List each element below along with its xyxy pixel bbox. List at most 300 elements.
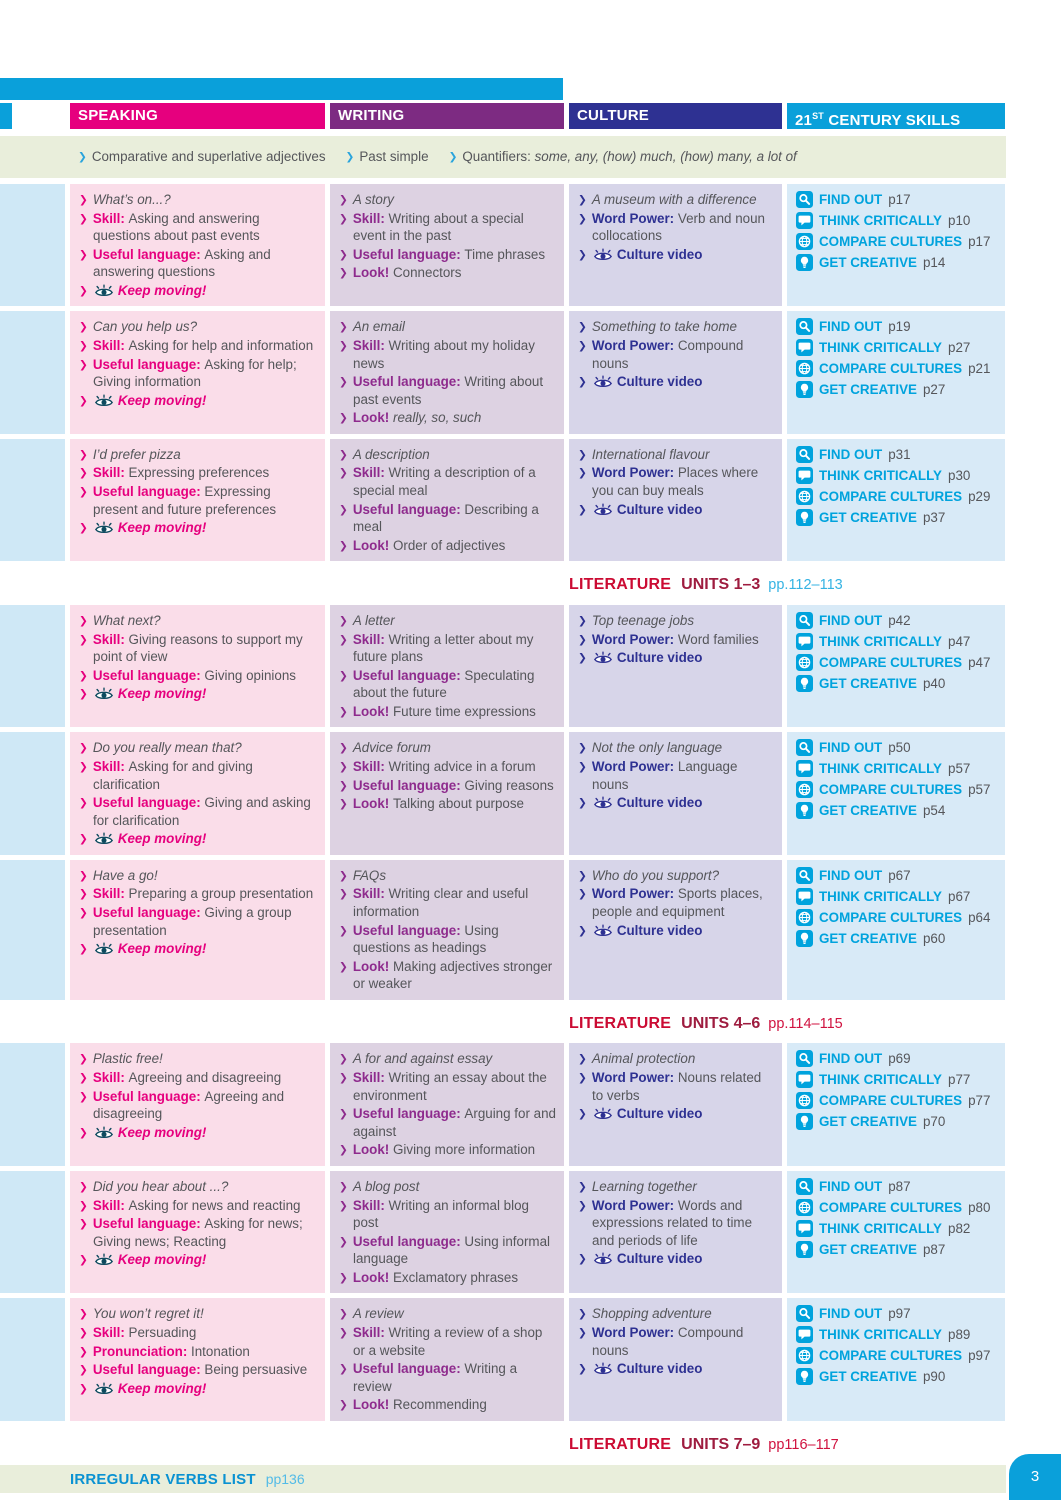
chevron-icon: ❯ <box>339 1235 348 1248</box>
chevron-icon: ❯ <box>339 633 348 646</box>
chevron-icon: ❯ <box>79 1382 88 1395</box>
chevron-icon: ❯ <box>79 486 88 499</box>
chevron-icon: ❯ <box>339 798 348 811</box>
skill-label: FIND OUT <box>819 192 883 207</box>
speech-bubble-icon <box>796 467 813 484</box>
entry-label: Useful language: <box>352 1233 465 1249</box>
skill-page-ref: p17 <box>968 233 991 249</box>
skill-entry <box>796 612 998 629</box>
entry-label: Skill: <box>92 1324 129 1340</box>
magnifier-icon <box>796 739 813 756</box>
skill-page-ref: p54 <box>922 803 946 819</box>
skill-page-ref: p77 <box>968 1093 991 1109</box>
skill-page-ref: p40 <box>922 675 946 691</box>
entry-text: Expressing preferences <box>128 465 270 481</box>
culture-title: A museum with a difference <box>591 192 757 207</box>
chevron-icon: ❯ <box>339 539 348 552</box>
chevron-icon: ❯ <box>578 467 587 480</box>
skill-label: COMPARE CULTURES <box>819 654 963 670</box>
writing-cell <box>330 605 564 727</box>
writing-cell <box>330 1171 564 1293</box>
writing-cell <box>330 311 564 433</box>
entry-label: Look! <box>352 703 393 719</box>
entry-label: Useful language: <box>352 374 465 390</box>
writing-title: FAQs <box>352 867 387 883</box>
skill-entry <box>796 1199 998 1216</box>
entry-label: Word Power: <box>591 210 678 226</box>
skill-page-ref: p57 <box>968 782 991 798</box>
culture-cell <box>569 439 782 561</box>
entry-line <box>339 1069 557 1104</box>
skill-label: FIND OUT <box>819 1178 883 1194</box>
entry-line <box>578 758 775 793</box>
magnifier-icon <box>796 612 813 629</box>
entry-line <box>79 1343 318 1361</box>
skill-entry <box>796 1050 998 1067</box>
entry-text: Asking for news; Giving news; Reacting <box>93 1216 303 1249</box>
chevron-icon: ❯ <box>578 1252 587 1265</box>
speech-bubble-icon <box>796 1220 813 1237</box>
skill-entry <box>796 318 998 335</box>
skill-page-ref: p21 <box>968 361 991 377</box>
chevron-icon: ❯ <box>339 340 348 353</box>
irregular-verbs-band <box>0 1465 1006 1493</box>
skill-entry <box>796 781 998 798</box>
unit-row <box>0 439 1006 561</box>
chevron-icon: ❯ <box>578 1308 587 1321</box>
entry-line <box>79 1050 318 1068</box>
culture-title: International flavour <box>591 446 710 462</box>
entry-line <box>339 958 557 993</box>
entry-line <box>339 264 557 282</box>
chevron-icon: ❯ <box>578 1053 587 1066</box>
skill-entry <box>796 739 998 756</box>
eye-icon <box>93 393 118 408</box>
entry-line <box>578 501 775 519</box>
entry-text: Giving more information <box>392 1142 536 1158</box>
entry-label: Look! <box>352 958 393 974</box>
entry-label: Useful language: <box>92 795 205 811</box>
chevron-icon: ❯ <box>339 669 348 682</box>
skills-cell <box>787 439 1005 561</box>
entry-line <box>79 318 318 336</box>
entry-line <box>79 1069 318 1087</box>
chevron-icon: ❯ <box>339 779 348 792</box>
chevron-icon: ❯ <box>79 340 88 353</box>
lightbulb-icon <box>796 802 813 819</box>
entry-label: Useful language: <box>352 246 465 262</box>
chevron-icon: ❯ <box>578 924 587 937</box>
skills-cell <box>787 311 1005 433</box>
globe-icon <box>796 654 813 671</box>
skill-entry <box>796 1347 998 1364</box>
keep-moving-label: Keep moving! <box>117 1252 207 1268</box>
literature-pages: pp116–117 <box>768 1436 839 1453</box>
skills-cell <box>787 860 1005 1000</box>
skill-entry <box>796 339 998 356</box>
writing-title: Advice forum <box>352 740 431 756</box>
chevron-icon: ❯ <box>339 1072 348 1085</box>
entry-line <box>339 373 557 408</box>
chevron-icon: ❯ <box>79 248 88 261</box>
literature-units: UNITS 1–3 <box>681 576 761 594</box>
chevron-icon: ❯ <box>79 888 88 901</box>
entry-line <box>79 483 318 518</box>
culture-video-label: Culture video <box>616 650 703 666</box>
skill-entry <box>796 233 998 250</box>
entry-line <box>339 1141 557 1159</box>
entry-line <box>79 282 318 300</box>
culture-video-label: Culture video <box>616 1106 703 1122</box>
entry-line <box>79 1215 318 1250</box>
keep-moving-label: Keep moving! <box>117 1124 207 1140</box>
chevron-icon: ❯ <box>339 1362 348 1375</box>
skill-label: THINK CRITICALLY <box>819 888 942 904</box>
culture-title: Not the only language <box>591 740 723 756</box>
speech-bubble-icon <box>796 212 813 229</box>
chevron-icon: ❯ <box>339 1144 348 1157</box>
eye-icon <box>93 520 118 535</box>
eye-icon <box>93 1381 118 1396</box>
entry-text: Giving opinions <box>204 667 296 683</box>
grammar-summary-band <box>0 136 1006 178</box>
lightbulb-icon <box>796 381 813 398</box>
chevron-icon: ❯ <box>339 1326 348 1339</box>
chevron-icon: ❯ <box>79 1218 88 1231</box>
chevron-icon: ❯ <box>578 503 587 516</box>
skill-entry <box>796 1113 998 1130</box>
keep-moving-label: Keep moving! <box>117 941 207 957</box>
lightbulb-icon <box>796 254 813 271</box>
skill-label: THINK CRITICALLY <box>819 340 942 356</box>
skill-label: GET CREATIVE <box>819 382 917 398</box>
chevron-icon: ❯ <box>79 1090 88 1103</box>
lightbulb-icon <box>796 509 813 526</box>
literature-title: LITERATURE <box>569 1435 672 1453</box>
chevron-icon: ❯ <box>578 194 587 206</box>
unit-left-strip <box>0 860 65 1000</box>
skill-entry <box>796 254 998 271</box>
entry-label: Skill: <box>92 338 129 354</box>
entry-line <box>578 1250 775 1268</box>
entry-label: Look! <box>352 410 393 426</box>
skill-page-ref: p47 <box>948 633 971 649</box>
unit-left-strip <box>0 184 65 306</box>
entry-label: Word Power: <box>591 631 678 647</box>
unit-row <box>0 1298 1006 1420</box>
entry-line <box>578 1324 775 1359</box>
entry-label: Word Power: <box>591 759 678 775</box>
chevron-icon: ❯ <box>578 1108 587 1121</box>
entry-line <box>578 446 775 464</box>
entry-text: Language nouns <box>592 759 738 792</box>
globe-icon <box>796 360 813 377</box>
chevron-icon: ❯ <box>578 652 587 665</box>
culture-cell <box>569 1298 782 1420</box>
skill-page-ref: p30 <box>948 467 971 483</box>
culture-cell <box>569 184 782 306</box>
chevron-icon: ❯ <box>578 248 587 261</box>
skill-label: THINK CRITICALLY <box>819 1072 942 1088</box>
entry-label: Useful language: <box>352 777 465 793</box>
entry-line <box>339 191 557 209</box>
literature-pages: pp.114–115 <box>768 1015 843 1032</box>
culture-cell <box>569 732 782 854</box>
entry-line <box>339 210 557 245</box>
entry-label: Skill: <box>92 465 129 481</box>
chevron-icon: ❯ <box>578 1072 587 1085</box>
entry-line <box>339 922 557 957</box>
entry-label: Useful language: <box>352 1360 465 1376</box>
skills-header-rest: CENTURY SKILLS <box>824 112 961 129</box>
entry-line <box>79 392 318 410</box>
speaking-cell <box>70 1298 325 1420</box>
entry-line <box>79 794 318 829</box>
entry-line <box>578 1360 775 1378</box>
chevron-icon: ❯ <box>578 212 587 225</box>
keep-moving-label: Keep moving! <box>117 686 207 702</box>
skill-label: FIND OUT <box>819 446 883 462</box>
magnifier-icon <box>796 191 813 208</box>
chevron-icon: ❯ <box>339 212 348 225</box>
entry-line <box>339 1050 557 1068</box>
culture-title: Animal protection <box>591 1051 696 1067</box>
entry-line <box>578 1305 775 1323</box>
entry-label: Skill: <box>92 210 129 226</box>
eye-icon <box>592 923 617 938</box>
skill-label: COMPARE CULTURES <box>819 361 963 377</box>
chevron-icon: ❯ <box>79 1308 88 1321</box>
entry-label: Look! <box>352 1269 393 1285</box>
entry-line <box>339 446 557 464</box>
lightbulb-icon <box>796 675 813 692</box>
entry-text: Giving and asking for clarification <box>93 795 311 828</box>
irregular-verbs-pages: pp136 <box>265 1471 305 1488</box>
chevron-icon: ❯ <box>79 761 88 774</box>
entry-line <box>578 631 775 649</box>
writing-cell <box>330 184 564 306</box>
unit-left-strip <box>0 311 65 433</box>
entry-line <box>79 685 318 703</box>
chevron-icon: ❯ <box>578 448 587 461</box>
eye-icon <box>592 247 617 262</box>
culture-title: Learning together <box>591 1178 697 1194</box>
keep-moving-label: Keep moving! <box>117 1380 207 1396</box>
writing-cell <box>330 732 564 854</box>
chevron-icon: ❯ <box>339 924 348 937</box>
culture-video-label: Culture video <box>616 374 703 390</box>
writing-title: A blog post <box>352 1178 420 1194</box>
entry-line <box>79 1124 318 1142</box>
entry-text: Expressing present and future preferences <box>93 484 277 517</box>
entry-text: Compound nouns <box>592 1324 744 1358</box>
chevron-icon: ❯ <box>578 761 587 774</box>
skill-page-ref: p14 <box>922 254 946 270</box>
skill-page-ref: p90 <box>922 1369 946 1385</box>
entry-line <box>339 795 557 813</box>
skill-label: FIND OUT <box>819 867 883 883</box>
skill-page-ref: p69 <box>888 1051 911 1067</box>
literature-band <box>0 1426 1006 1460</box>
culture-video-label: Culture video <box>616 795 703 811</box>
entry-label: Look! <box>352 796 393 812</box>
entry-label: Useful language: <box>92 1088 205 1104</box>
entry-line <box>79 191 318 209</box>
entry-label: Skill: <box>92 1070 129 1086</box>
skill-label: GET CREATIVE <box>819 509 917 525</box>
eye-icon <box>592 650 617 665</box>
chevron-icon: ❯ <box>578 797 587 810</box>
entry-line <box>339 739 557 757</box>
skill-page-ref: p97 <box>968 1348 991 1364</box>
magnifier-icon <box>796 446 813 463</box>
entry-line <box>578 867 775 885</box>
skill-label: THINK CRITICALLY <box>819 1220 942 1236</box>
entry-label: Look! <box>352 1142 393 1158</box>
entry-text: Preparing a group presentation <box>128 886 314 902</box>
grammar-item: ❯ Quantifiers: some, any, (how) much, (how) many, a lot of <box>448 149 797 165</box>
writing-cell <box>330 860 564 1000</box>
chevron-icon: ❯ <box>339 705 348 718</box>
entry-text: Being persuasive <box>204 1362 308 1378</box>
lightbulb-icon <box>796 1113 813 1130</box>
globe-icon <box>796 1347 813 1364</box>
magnifier-icon <box>796 1050 813 1067</box>
entry-line <box>339 703 557 721</box>
entry-label: Skill: <box>352 631 389 647</box>
entry-text: Writing a review of a shop or a website <box>353 1324 543 1358</box>
skill-page-ref: p27 <box>922 382 946 398</box>
entry-text: Asking and answering questions about past events <box>93 210 260 244</box>
entry-label: Word Power: <box>591 1070 678 1086</box>
entry-line <box>79 1251 318 1269</box>
entry-line <box>79 1178 318 1196</box>
globe-icon <box>796 1092 813 1109</box>
chevron-icon: ❯ <box>578 888 587 901</box>
entry-line <box>339 1324 557 1359</box>
eye-icon <box>93 686 118 701</box>
skill-entry <box>796 381 998 398</box>
skill-page-ref: p70 <box>922 1114 946 1130</box>
eye-icon <box>592 1106 617 1121</box>
skill-entry <box>796 509 998 526</box>
skill-entry <box>796 1220 998 1237</box>
unit-row <box>0 860 1006 1000</box>
entry-line <box>79 667 318 685</box>
entry-line <box>339 1233 557 1268</box>
skills-header-number: 21 <box>795 112 813 129</box>
entry-line <box>578 739 775 757</box>
speech-bubble-icon <box>796 1326 813 1343</box>
speaking-cell <box>70 1171 325 1293</box>
skill-entry <box>796 1241 998 1258</box>
speaking-title: You won’t regret it! <box>92 1306 204 1322</box>
entry-label: Useful language: <box>92 1216 205 1232</box>
literature-pages: pp.112–113 <box>768 577 843 594</box>
chevron-icon: ❯ <box>79 522 88 535</box>
writing-title: A story <box>352 192 394 207</box>
skills-cell <box>787 1298 1005 1420</box>
entry-line <box>79 356 318 391</box>
entry-text: Nouns related to verbs <box>592 1070 762 1103</box>
entry-line <box>578 373 775 391</box>
entry-label: Skill: <box>352 1324 389 1340</box>
entry-text: Order of adjectives <box>392 537 506 553</box>
skill-label: COMPARE CULTURES <box>819 233 963 249</box>
entry-text: Asking for and giving clarification <box>93 759 253 792</box>
entry-line <box>339 1305 557 1323</box>
entry-line <box>339 537 557 555</box>
entry-text: Writing a description of a special meal <box>353 465 536 499</box>
chevron-icon: ❯ <box>339 376 348 389</box>
chevron-icon: ❯ <box>339 503 348 516</box>
entry-text: Words and expressions related to time and periods of life <box>592 1197 753 1248</box>
writing-cell <box>330 1043 564 1165</box>
entry-line <box>578 1069 775 1104</box>
entry-label: Useful language: <box>92 246 205 262</box>
entry-line <box>339 246 557 264</box>
entry-line <box>79 1324 318 1342</box>
unit-row <box>0 732 1006 854</box>
entry-label: Useful language: <box>352 922 465 938</box>
entry-text: Asking and answering questions <box>93 246 271 280</box>
entry-label: Skill: <box>352 1070 389 1086</box>
entry-text: Future time expressions <box>392 703 536 719</box>
magnifier-icon <box>796 867 813 884</box>
entry-label: Useful language: <box>352 667 465 683</box>
skills-cell <box>787 184 1005 306</box>
entry-line <box>578 1050 775 1068</box>
magnifier-icon <box>796 1305 813 1322</box>
keep-moving-label: Keep moving! <box>117 282 207 298</box>
entry-text: Writing a review <box>353 1360 518 1394</box>
entry-text: Describing a meal <box>353 501 539 535</box>
culture-title: Top teenage jobs <box>591 613 695 629</box>
chevron-icon: ❯ <box>578 742 587 755</box>
skill-entry <box>796 446 998 463</box>
column-header-writing: WRITING <box>330 103 564 129</box>
skill-entry <box>796 1326 998 1343</box>
skill-page-ref: p67 <box>888 867 911 883</box>
entry-label: Useful language: <box>92 905 205 921</box>
entry-line <box>578 210 775 245</box>
entry-text: Arguing for and against <box>353 1106 556 1139</box>
entry-text: Exclamatory phrases <box>392 1269 519 1285</box>
entry-line <box>79 210 318 245</box>
entry-line <box>339 1197 557 1232</box>
entry-label: Word Power: <box>591 886 678 902</box>
skill-entry <box>796 867 998 884</box>
entry-line <box>339 612 557 630</box>
speaking-title: Plastic free! <box>92 1051 163 1067</box>
scope-and-sequence-table <box>0 103 1006 1493</box>
speech-bubble-icon <box>796 339 813 356</box>
speaking-cell <box>70 860 325 1000</box>
globe-icon <box>796 233 813 250</box>
entry-label: Word Power: <box>591 1197 678 1213</box>
skill-page-ref: p50 <box>888 740 911 756</box>
chevron-icon: ❯ <box>339 194 348 206</box>
chevron-icon: ❯ <box>448 151 458 164</box>
culture-cell <box>569 311 782 433</box>
entry-line <box>79 446 318 464</box>
entry-label: Skill: <box>352 886 389 902</box>
chevron-icon: ❯ <box>339 248 348 261</box>
skill-page-ref: p80 <box>968 1199 991 1215</box>
keep-moving-label: Keep moving! <box>117 392 207 408</box>
entry-label: Useful language: <box>92 667 205 683</box>
skill-label: THINK CRITICALLY <box>819 212 942 228</box>
